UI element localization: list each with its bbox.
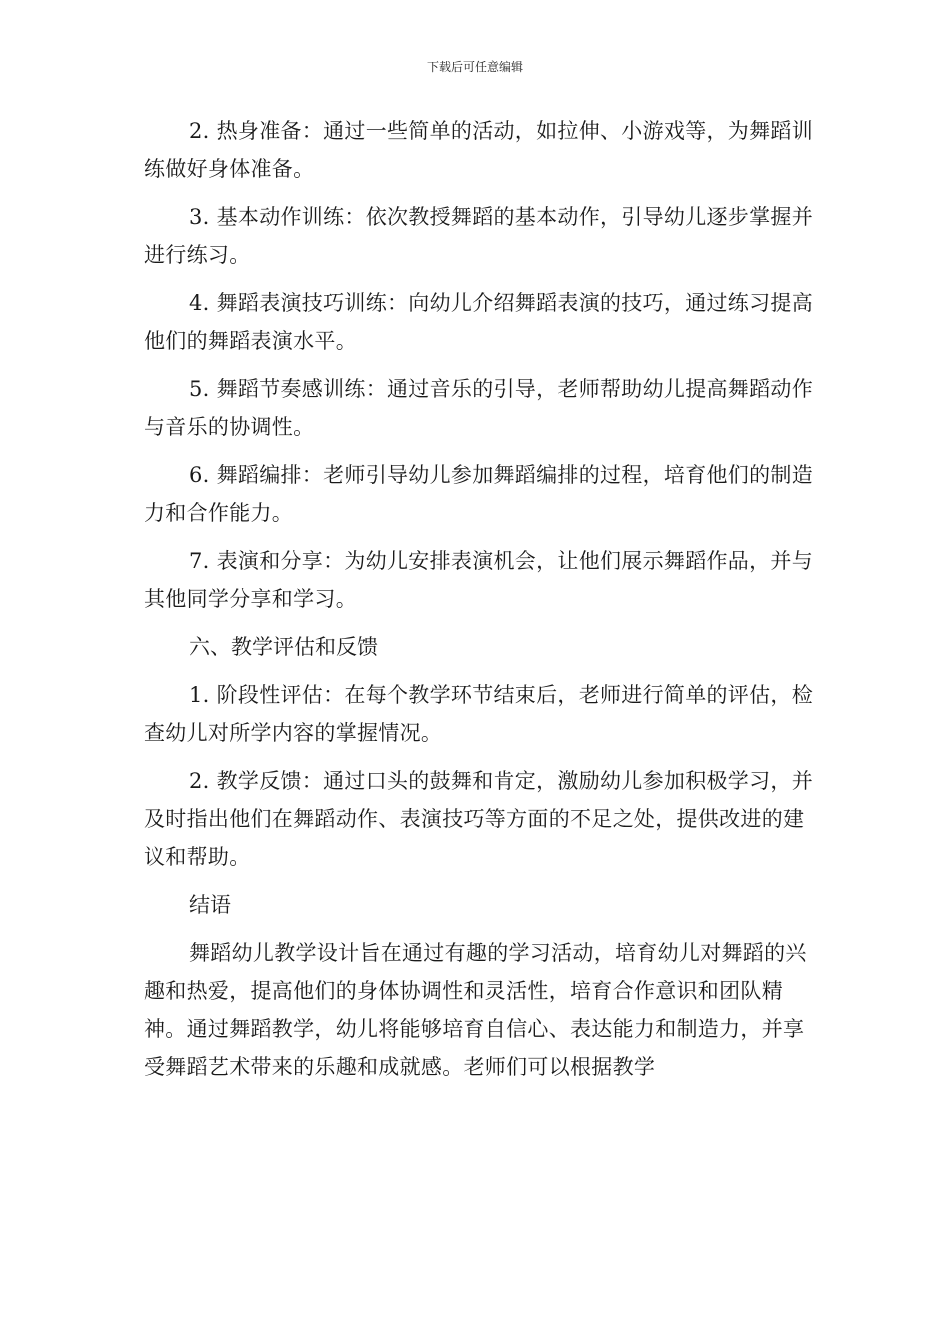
section-heading-conclusion: 结语: [189, 893, 231, 917]
paragraph-warmup: 2. 热身准备：通过一些简单的活动，如拉伸、小游戏等，为舞蹈训练做好身体准备。: [144, 119, 814, 181]
document-body: [144, 112, 816, 1096]
paragraph-rhythm: 5. 舞蹈节奏感训练：通过音乐的引导，老师帮助幼儿提高舞蹈动作与音乐的协调性。: [144, 377, 814, 439]
paragraph-basic-moves: 3. 基本动作训练：依次教授舞蹈的基本动作，引导幼儿逐步掌握并进行练习。: [144, 205, 814, 267]
section-heading-evaluation: 六、教学评估和反馈: [189, 635, 378, 659]
paragraph-stage-evaluation: 1. 阶段性评估：在每个教学环节结束后，老师进行简单的评估，检查幼儿对所学内容的掌握情况。: [144, 683, 814, 745]
paragraph-choreography: 6. 舞蹈编排：老师引导幼儿参加舞蹈编排的过程，培育他们的制造力和合作能力。: [144, 463, 814, 525]
page-header-note: 下载后可任意编辑: [426, 60, 523, 74]
paragraph-teaching-feedback: 2. 教学反馈：通过口头的鼓舞和肯定，激励幼儿参加积极学习，并及时指出他们在舞蹈动作、表演技巧等方面的不足之处，提供改进的建议和帮助。: [144, 769, 814, 869]
paragraph-conclusion: 舞蹈幼儿教学设计旨在通过有趣的学习活动，培育幼儿对舞蹈的兴趣和热爱，提高他们的身体协调性和灵活性，培育合作意识和团队精神。通过舞蹈教学，幼儿将能够培育自信心、表达能力和制造力，并享受舞蹈艺术带来的乐趣和成就感。老师们可以根据教学: [144, 941, 807, 1079]
paragraph-performance-skills: 4. 舞蹈表演技巧训练：向幼儿介绍舞蹈表演的技巧，通过练习提高他们的舞蹈表演水平。: [144, 291, 814, 353]
paragraph-performance-sharing: 7. 表演和分享：为幼儿安排表演机会，让他们展示舞蹈作品，并与其他同学分享和学习。: [144, 549, 814, 611]
